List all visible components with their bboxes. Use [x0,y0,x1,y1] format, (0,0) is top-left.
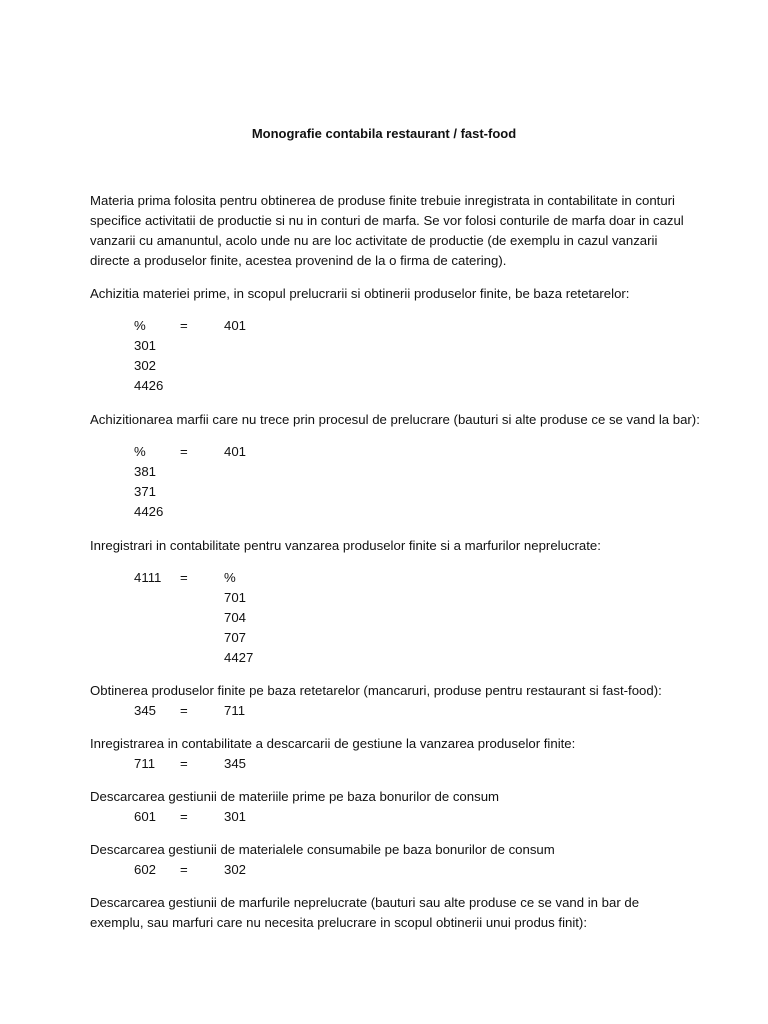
credit-account: 711 [224,703,246,718]
account-number: 701 [224,590,247,605]
section-heading-consumables-discharge: Descarcarea gestiunii de materialele consumabile pe baza bonurilor de consum [90,842,555,857]
intro-paragraph: Materia prima folosita pentru obtinerea de produse finite trebuie inregistrata in contabilitate in conturi specifice activitatii de productie si nu in conturi de marfa. Se vor folosi conturile de marfa doar in cazul vanzarii cu amanuntul, acolo unde nu are loc activitate de productie (de exemplu in cazul vanzarii directe a produselor finite, acestea provenind de la o firma de catering). [90,193,684,268]
section-heading-sales: Inregistrari in contabilitate pentru vanzarea produselor finite si a marfurilor neprelucrate: [90,538,601,553]
equals-sign: = [180,570,188,585]
equals-sign: = [180,444,188,459]
document-title: Monografie contabila restaurant / fast-food [251,126,517,141]
section-heading-goods-purchase: Achizitionarea marfii care nu trece prin procesul de prelucrare (bauturi si alte produse ce se vand la bar): [90,412,700,427]
section-heading-goods-discharge: Descarcarea gestiunii de marfurile neprelucrate (bauturi sau alte produse ce se vand in bar de exemplu, sau marfuri care nu necesita prelucrare in scopul obtinerii unui produs finit): [90,895,640,930]
equals-sign: = [180,756,188,771]
debit-account: % [134,318,146,333]
credit-account: 401 [224,318,247,333]
account-number: 381 [134,464,157,479]
debit-account: 602 [134,862,157,877]
account-number: 301 [134,338,157,353]
debit-account: 345 [134,703,157,718]
section-heading-raw-materials-purchase: Achizitia materiei prime, in scopul prelucrarii si obtinerii produselor finite, be baza retetarelor: [90,286,630,301]
account-number: 4426 [134,378,164,393]
credit-account: 345 [224,756,247,771]
section-heading-inventory-discharge-sales: Inregistrarea in contabilitate a descarcarii de gestiune la vanzarea produselor finite: [90,736,576,751]
equals-sign: = [180,703,188,718]
account-number: 4426 [134,504,164,519]
debit-account: 4111 [134,570,162,585]
credit-account: 302 [224,862,247,877]
account-number: 704 [224,610,247,625]
section-heading-finished-products: Obtinerea produselor finite pe baza retetarelor (mancaruri, produse pentru restaurant si fast-food): [90,683,662,698]
debit-account: 711 [134,756,156,771]
debit-account: 601 [134,809,157,824]
credit-account: 401 [224,444,247,459]
account-number: 707 [224,630,247,645]
section-heading-raw-materials-discharge: Descarcarea gestiunii de materiile prime pe baza bonurilor de consum [90,789,500,804]
equals-sign: = [180,809,188,824]
credit-account: 301 [224,809,247,824]
account-number: 371 [134,484,157,499]
account-number: 302 [134,358,157,373]
debit-account: % [134,444,146,459]
credit-account: % [224,570,236,585]
equals-sign: = [180,862,188,877]
account-number: 4427 [224,650,254,665]
equals-sign: = [180,318,188,333]
